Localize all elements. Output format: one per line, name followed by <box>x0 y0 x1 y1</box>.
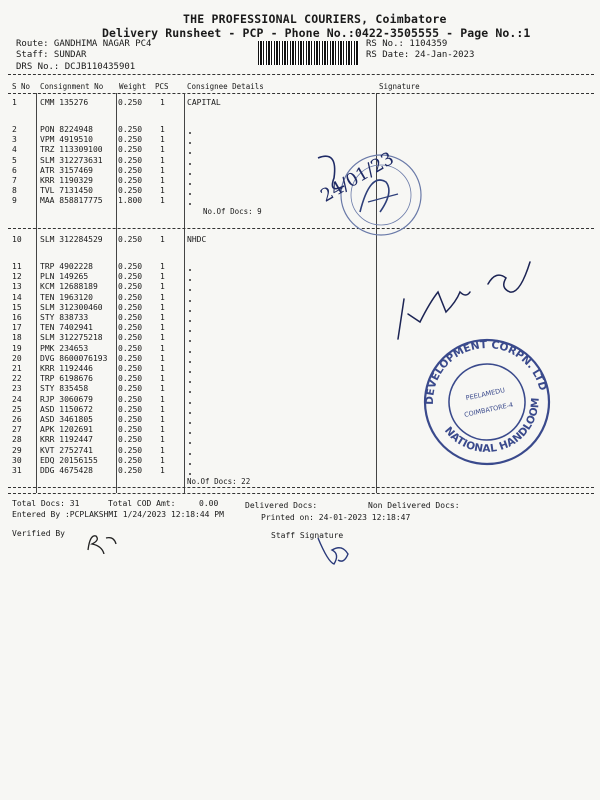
row-weight: 1.800 <box>118 196 143 206</box>
row-sno: 24 <box>12 394 22 404</box>
row-consignment-no: KRR 1190329 <box>40 176 93 185</box>
row-sno: 17 <box>12 323 22 333</box>
row-sno: 30 <box>12 455 22 465</box>
row-sno: 6 <box>12 165 17 175</box>
consignee-dot <box>189 340 191 342</box>
row-sno: 20 <box>12 353 22 363</box>
row-weight: 0.250 <box>118 292 143 302</box>
col-divider <box>36 93 37 493</box>
row-consignment-no: ASD 1150672 <box>40 404 93 414</box>
col-sno: S No <box>12 82 31 91</box>
row-consignment-no: PMK 234653 <box>40 343 89 353</box>
row-sno: 3 <box>12 135 17 145</box>
printed-on: Printed on: 24-01-2023 12:18:47 <box>261 513 411 522</box>
consignee-dot <box>189 473 191 475</box>
row-weight: 0.250 <box>118 302 143 312</box>
row-consignment-no: KCM 12688189 <box>40 282 98 292</box>
consignee-name: NHDC <box>187 235 207 244</box>
row-weight: 0.250 <box>118 165 143 175</box>
route-label: Route: GANDHIMA NAGAR PC4 <box>16 39 152 49</box>
consignee-dot <box>189 203 191 205</box>
staff-signature-label: Staff Signature <box>271 531 344 540</box>
row-consignment-no: STY 838733 <box>40 313 89 322</box>
verified-by-label: Verified By <box>12 529 65 538</box>
row-consignment-no: KRR 1192446 <box>40 364 93 373</box>
row-consignment-no: STY 835458 <box>40 384 89 394</box>
row-weight: 0.250 <box>118 313 143 322</box>
header-rule-top <box>8 74 594 75</box>
col-consignee: Consignee Details <box>187 82 264 91</box>
row-weight: 0.250 <box>118 364 143 373</box>
consignee-dot <box>189 132 191 134</box>
row-consignment-no: MAA 858817775 <box>40 196 103 206</box>
svg-text:COIMBATORE-4: COIMBATORE-4 <box>463 400 514 419</box>
row-weight: 0.250 <box>118 445 143 455</box>
consignee-dot <box>189 422 191 424</box>
row-pcs: 1 <box>160 196 165 206</box>
row-sno: 11 <box>12 262 22 271</box>
consignee-dot <box>189 351 191 353</box>
footer-rule <box>8 493 594 494</box>
consignee-dot <box>189 300 191 302</box>
row-consignment-no: SLM 312300460 <box>40 302 103 312</box>
consignee-dot <box>189 142 191 144</box>
non-delivered-docs: Non Delivered Docs: <box>368 501 460 510</box>
row-consignment-no: EDQ 20156155 <box>40 455 98 465</box>
svg-text:24/01/23: 24/01/23 <box>317 148 398 207</box>
row-consignment-no: CMM 135276 <box>40 98 89 107</box>
row-sno: 8 <box>12 186 17 196</box>
consignee-dot <box>189 310 191 312</box>
row-consignment-no: VPM 4919510 <box>40 135 93 145</box>
consignee-dot <box>189 453 191 455</box>
row-sno: 9 <box>12 196 17 206</box>
row-pcs: 1 <box>160 466 165 475</box>
row-pcs: 1 <box>160 313 165 322</box>
barcode <box>258 41 359 65</box>
row-pcs: 1 <box>160 364 165 373</box>
row-sno: 10 <box>12 235 22 244</box>
total-cod-value: 0.00 <box>199 499 219 508</box>
consignee-dot <box>189 183 191 185</box>
consignee-dot <box>189 432 191 434</box>
row-weight: 0.250 <box>118 415 143 424</box>
row-consignment-no: TEN 7402941 <box>40 323 93 333</box>
row-weight: 0.250 <box>118 435 143 445</box>
row-weight: 0.250 <box>118 425 143 435</box>
row-sno: 26 <box>12 415 22 424</box>
row-weight: 0.250 <box>118 323 143 333</box>
nhdc-round-stamp <box>412 332 562 472</box>
group-doc-count: No.Of Docs: 22 <box>187 477 251 486</box>
row-sno: 19 <box>12 343 22 353</box>
consignee-dot <box>189 279 191 281</box>
rs-date: RS Date: 24-Jan-2023 <box>366 50 475 60</box>
row-weight: 0.250 <box>118 384 143 394</box>
row-weight: 0.250 <box>118 466 143 475</box>
row-pcs: 1 <box>160 282 165 292</box>
row-consignment-no: PON 8224948 <box>40 125 93 134</box>
row-pcs: 1 <box>160 135 165 145</box>
row-consignment-no: DVG 8600076193 <box>40 353 108 363</box>
row-pcs: 1 <box>160 145 165 155</box>
row-weight: 0.250 <box>118 262 143 271</box>
row-sno: 28 <box>12 435 22 445</box>
row-weight: 0.250 <box>118 135 143 145</box>
row-consignment-no: ASD 3461805 <box>40 415 93 424</box>
row-pcs: 1 <box>160 353 165 363</box>
row-sno: 4 <box>12 145 17 155</box>
row-pcs: 1 <box>160 333 165 343</box>
row-consignment-no: TRP 6198676 <box>40 374 93 384</box>
row-sno: 13 <box>12 282 22 292</box>
row-pcs: 1 <box>160 165 165 175</box>
company-title: THE PROFESSIONAL COURIERS, Coimbatore <box>183 12 447 26</box>
row-weight: 0.250 <box>118 145 143 155</box>
consignee-dot <box>189 320 191 322</box>
row-pcs: 1 <box>160 374 165 384</box>
row-sno: 12 <box>12 272 22 282</box>
row-consignment-no: TRZ 113309100 <box>40 145 103 155</box>
handwritten-date <box>310 148 410 220</box>
row-sno: 22 <box>12 374 22 384</box>
consignee-dot <box>189 163 191 165</box>
row-pcs: 1 <box>160 415 165 424</box>
svg-text:PEELAMEDU: PEELAMEDU <box>465 386 506 403</box>
row-pcs: 1 <box>160 394 165 404</box>
consignee-dot <box>189 330 191 332</box>
row-pcs: 1 <box>160 292 165 302</box>
drs-number: DRS No.: DCJB110435901 <box>16 62 136 72</box>
row-pcs: 1 <box>160 186 165 196</box>
row-weight: 0.250 <box>118 176 143 185</box>
col-consignment: Consignment No <box>40 82 104 91</box>
row-sno: 5 <box>12 155 17 165</box>
row-consignment-no: SLM 312273631 <box>40 155 103 165</box>
row-sno: 7 <box>12 176 17 185</box>
row-weight: 0.250 <box>118 455 143 465</box>
row-weight: 0.250 <box>118 272 143 282</box>
row-pcs: 1 <box>160 176 165 185</box>
row-consignment-no: PLN 149265 <box>40 272 89 282</box>
row-sno: 21 <box>12 364 22 373</box>
row-sno: 29 <box>12 445 22 455</box>
row-sno: 14 <box>12 292 22 302</box>
row-pcs: 1 <box>160 445 165 455</box>
runsheet-subtitle: Delivery Runsheet - PCP - Phone No.:0422-3505555 - Page No.:1 <box>102 26 531 40</box>
col-divider <box>116 93 117 493</box>
consignee-dot <box>189 173 191 175</box>
row-weight: 0.250 <box>118 125 143 134</box>
group-doc-count: No.Of Docs: 9 <box>203 207 262 217</box>
consignee-dot <box>189 442 191 444</box>
row-sno: 1 <box>12 98 17 107</box>
consignee-dot <box>189 269 191 271</box>
col-pcs: PCS <box>155 82 169 91</box>
row-consignment-no: ATR 3157469 <box>40 165 93 175</box>
row-pcs: 1 <box>160 384 165 394</box>
row-weight: 0.250 <box>118 235 143 244</box>
consignee-dot <box>189 193 191 195</box>
consignee-dot <box>189 391 191 393</box>
consignee-dot <box>189 463 191 465</box>
row-weight: 0.250 <box>118 98 143 107</box>
row-pcs: 1 <box>160 302 165 312</box>
row-weight: 0.250 <box>118 353 143 363</box>
row-pcs: 1 <box>160 455 165 465</box>
row-weight: 0.250 <box>118 404 143 414</box>
total-docs: Total Docs: 31 <box>12 499 80 508</box>
row-sno: 16 <box>12 313 22 322</box>
row-weight: 0.250 <box>118 155 143 165</box>
col-weight: Weight <box>119 82 147 91</box>
consignee-dot <box>189 289 191 291</box>
row-sno: 31 <box>12 466 22 475</box>
staff-signature <box>314 532 354 568</box>
row-pcs: 1 <box>160 272 165 282</box>
row-consignment-no: SLM 312284529 <box>40 235 103 244</box>
row-consignment-no: DDG 4675428 <box>40 466 93 475</box>
row-weight: 0.250 <box>118 282 143 292</box>
row-consignment-no: TRP 4902228 <box>40 262 93 271</box>
row-consignment-no: RJP 3060679 <box>40 394 93 404</box>
consignee-name: CAPITAL <box>187 98 221 107</box>
row-pcs: 1 <box>160 323 165 333</box>
rs-number: RS No.: 1104359 <box>366 39 448 49</box>
svg-text:DEVELOPMENT CORPN. LTD: DEVELOPMENT CORPN. LTD <box>423 338 549 405</box>
row-consignment-no: KRR 1192447 <box>40 435 93 445</box>
total-cod-label: Total COD Amt: <box>108 499 176 508</box>
row-weight: 0.250 <box>118 343 143 353</box>
verified-signature <box>84 530 124 554</box>
row-pcs: 1 <box>160 125 165 134</box>
col-divider <box>184 93 185 493</box>
row-consignment-no: KVT 2752741 <box>40 445 93 455</box>
group-separator <box>8 228 594 229</box>
row-pcs: 1 <box>160 155 165 165</box>
delivered-docs: Delivered Docs: <box>245 501 318 510</box>
row-consignment-no: TVL 7131450 <box>40 186 93 196</box>
row-pcs: 1 <box>160 425 165 435</box>
row-sno: 23 <box>12 384 22 394</box>
row-consignment-no: TEN 1963120 <box>40 292 93 302</box>
row-weight: 0.250 <box>118 333 143 343</box>
consignee-dot <box>189 371 191 373</box>
row-pcs: 1 <box>160 235 165 244</box>
consignee-dot <box>189 381 191 383</box>
row-weight: 0.250 <box>118 186 143 196</box>
row-sno: 2 <box>12 125 17 134</box>
row-sno: 25 <box>12 404 22 414</box>
row-pcs: 1 <box>160 262 165 271</box>
consignee-dot <box>189 152 191 154</box>
row-pcs: 1 <box>160 404 165 414</box>
row-pcs: 1 <box>160 343 165 353</box>
svg-text:NATIONAL HANDLOOM: NATIONAL HANDLOOM <box>441 397 542 455</box>
row-weight: 0.250 <box>118 374 143 384</box>
consignee-dot <box>189 402 191 404</box>
row-sno: 27 <box>12 425 22 435</box>
row-consignment-no: SLM 312275218 <box>40 333 103 343</box>
entered-by: Entered By :PCPLAKSHMI 1/24/2023 12:18:44 PM <box>12 510 224 519</box>
header-rule-bottom <box>8 93 594 94</box>
staff-label: Staff: SUNDAR <box>16 50 87 60</box>
col-signature: Signature <box>379 82 420 91</box>
row-pcs: 1 <box>160 98 165 107</box>
row-pcs: 1 <box>160 435 165 445</box>
row-sno: 15 <box>12 302 22 312</box>
group-separator <box>8 487 594 488</box>
consignee-dot <box>189 412 191 414</box>
row-consignment-no: APK 1202691 <box>40 425 93 435</box>
row-sno: 18 <box>12 333 22 343</box>
row-weight: 0.250 <box>118 394 143 404</box>
consignee-dot <box>189 361 191 363</box>
